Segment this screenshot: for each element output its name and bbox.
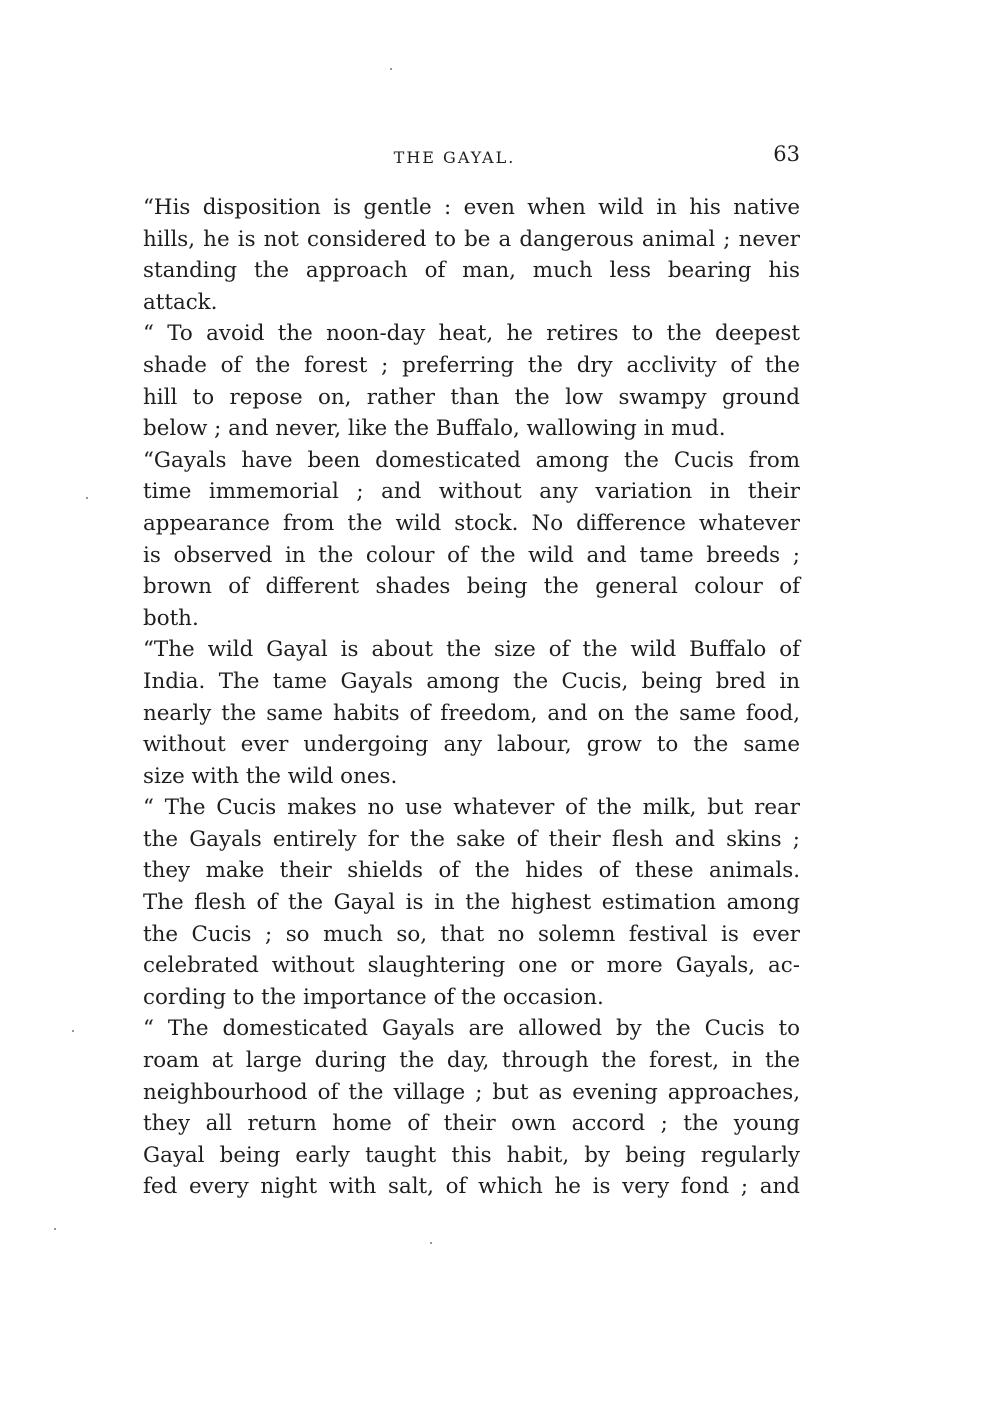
text-line: attack. [143,289,218,315]
paragraph-noon-day-heat [109,318,800,444]
text-line: time immemorial ; and without any variation in their [143,479,800,505]
text-line: The flesh of the Gayal is in the highest estimation among [143,890,800,916]
text-line: shade of the forest ; preferring the dry acclivity of the [143,352,800,378]
text-line: hill to repose on, rather than the low swampy ground [143,384,800,410]
text-line: “His disposition is gentle : even when wild in his native [143,195,800,220]
running-head [109,142,800,172]
text-line: is observed in the colour of the wild and tame breeds ; [143,542,800,568]
text-line: Gayal being early taught this habit, by being regularly [143,1142,800,1168]
text-line: the Gayals entirely for the sake of their flesh and skins ; [143,826,800,852]
page-number: 63 [773,142,800,166]
text-line: the Cucis ; so much so, that no solemn festival is ever [143,921,800,947]
scan-speck [86,497,88,499]
text-line: “Gayals have been domesticated among the Cucis from [143,447,800,473]
text-line: they make their shields of the hides of these animals. [143,858,800,884]
text-line: nearly the same habits of freedom, and on the same food, [143,700,800,726]
paragraph-roam-at-large [109,1013,800,1203]
text-line: roam at large during the day, through the forest, in the [143,1048,800,1074]
text-line: fed every night with salt, of which he is very fond ; and [143,1174,800,1200]
scan-speck [430,1242,432,1244]
text-line: size with the wild ones. [143,763,398,789]
text-line: they all return home of their own accord ; the young [143,1111,800,1137]
text-line: “ The domesticated Gayals are allowed by the Cucis to [143,1016,800,1042]
paragraph-domesticated [109,445,800,635]
scan-speck [54,1228,56,1230]
scan-speck [390,68,392,70]
text-line: India. The tame Gayals among the Cucis, being bred in [143,668,800,694]
running-title: THE GAYAL. [393,148,516,167]
text-line: brown of different shades being the general colour of [143,574,800,600]
text-line: neighbourhood of the village ; but as evening approaches, [143,1079,800,1105]
text-line: cording to the importance of the occasion. [143,984,604,1010]
paragraph-disposition [109,192,800,318]
text-line: without ever undergoing any labour, grow to the same [143,732,800,758]
paragraph-size [109,634,800,792]
text-line: hills, he is not considered to be a dangerous animal ; never [143,226,800,252]
text-line: “ The Cucis makes no use whatever of the milk, but rear [143,795,800,821]
paragraph-flesh-and-skins [109,792,800,1013]
text-line: “ To avoid the noon-day heat, he retires to the deepest [143,321,800,347]
scan-speck [72,1030,74,1032]
text-line: both. [143,605,199,631]
text-line: below ; and never, like the Buffalo, wallowing in mud. [143,416,726,442]
text-line: “The wild Gayal is about the size of the wild Buffalo of [143,637,800,663]
text-line: appearance from the wild stock. No difference whatever [143,510,800,536]
body-text [109,192,800,1203]
text-line: celebrated without slaughtering one or more Gayals, ac- [143,953,800,979]
text-line: standing the approach of man, much less bearing his [143,258,800,284]
